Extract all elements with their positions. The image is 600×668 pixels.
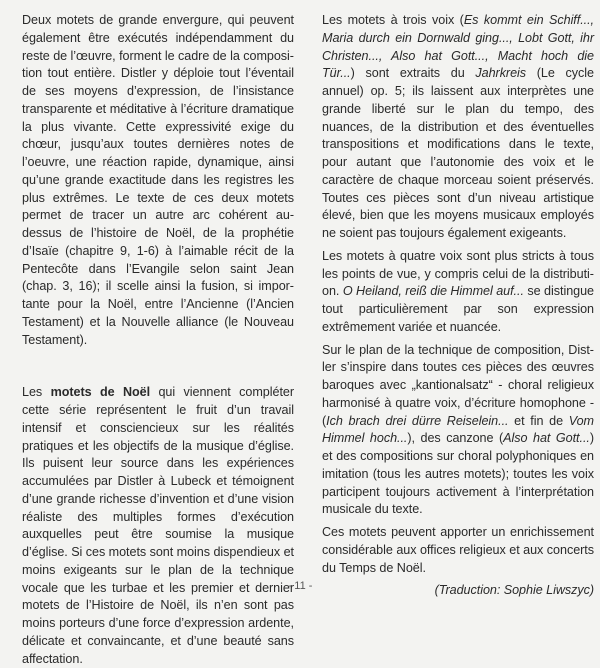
text-run: Les motets à quatre voix sont plus stricts à tous les points de vue, y compris celui de la distribution. [322, 248, 594, 299]
paragraph-conclusion: Ces motets peuvent apporter un enrichissement considérable aux offices religieux et aux concerts du Temps de Noël. [322, 525, 594, 575]
text-run: (Le cycle annuel) op. 5; ils laissent aux interprètes une grande liberté sur le plan du tempo, des nuances, de la distribution et des éventuelles transpositions et modifications dans le texte, pour autant que l’autonomie des voix et le caractère de chaque morceau soient préservés. Toutes ces pièces sont d’un niveau artistique élevé, bien que les moyens musicaux employés ne soient pas toujours également exigeants. [322, 66, 594, 240]
text-run: Les [22, 385, 51, 400]
bold-term-motets-de-noel: motets de Noël [50, 385, 151, 400]
text-run: Sur le plan de la technique de composition, Distler s’inspire dans toutes ces pièces des œuvres baroques avec „kantionalsatz“ - choral religieux harmonisé à quatre voix, d’écriture homophone - ( [322, 342, 594, 428]
paragraph-grand-motets: Deux motets de grande envergure, qui peuvent également être exécutés indépendamment du reste de l’œuvre, forment le cadre de la composition tout entière. Distler y déploie tout l’éventail de ses moyens d’expression, de l’insistance transparente et méditative à l’écriture dramatique la plus vivante. Cette expressivité exige du chœur, jusqu’aux toutes dernières notes de l’oeuvre, une réaction rapide, dynamique, ainsi qu’une grande exactitude dans les registres les plus extrêmes. Le texte de ces deux motets permet de tracer un autre arc cohérent au-dessus de l’histoire de Noël, de la prophétie d’Isaïe (chapitre 9, 1-6) à l’aimable récit de la Pentecôte dans l’Evangile selon saint Jean (chap. 3, 16); il scelle ainsi la fusion, si importante pour la Noël, entre l’Ancienne (l’Ancien Testament) et la Nouvelle alliance (le Nouveau Testament). [22, 13, 294, 347]
text-run: et fin de [508, 413, 569, 428]
paragraph-gap [22, 349, 294, 384]
paragraph-motets-de-noel [22, 384, 294, 668]
paragraph-technique [322, 342, 594, 520]
text-run: ), des canzone ( [407, 431, 504, 446]
paragraph-trois-voix [322, 12, 594, 243]
paragraph-quatre-voix [322, 248, 594, 337]
text-run: ) et des compositions sur choral polyphoniques en imitation (tous les autres motets); toutes les voix participent toujours activement à l’interprétation musicale du texte. [322, 431, 594, 517]
left-column [22, 12, 294, 668]
right-column [322, 12, 594, 600]
italic-title-jahrkreis: Jahrkreis [475, 66, 527, 81]
italic-title: Also hat Gott... [503, 431, 590, 446]
italic-title: Vom Himmel hoch... [322, 413, 594, 446]
text-run: ) sont extraits du [350, 66, 476, 81]
text-run: qui viennent compléter cette série représentent le fruit d’un travail intensif et consciencieux sur les réalités pratiques et les objectifs de la musique d’église. Ils puisent leur source dans les expériences accumulées par Distler à Lubeck et témoignent d’une grande richesse d’invention et d’une vision réaliste des multiples formes d’exécution auxquelles peut être soumise la musique d’église. Si ces motets sont moins dispendieux et moins exigeants sur le plan de la technique vocale que les turbae et les premier et dernier motets de l’Histoire de Noël, ils n’en sont pas moins porteurs d’une force d’expression ardente, délicate et convaincante, et d’une beauté sans affectation. [22, 385, 294, 666]
page-number: - 11 - [287, 580, 313, 592]
text-run: Les motets à trois voix ( [322, 13, 464, 27]
italic-titles: Es kommt ein Schiff..., Maria durch ein Dornwald ging..., Lobt Gott, ihr Christen..., Also hat Gott..., Macht hoch die Tür... [322, 13, 595, 81]
text-run: se distingue tout particulièrement par son expression extrêmement variée et nuancée. [322, 284, 595, 334]
translation-credit: (Traduction: Sophie Liwszyc) [434, 583, 594, 598]
italic-title-o-heiland: O Heiland, reiß die Himmel auf... [342, 284, 524, 299]
italic-title: Ich brach drei dürre Reiselein... [326, 413, 509, 428]
